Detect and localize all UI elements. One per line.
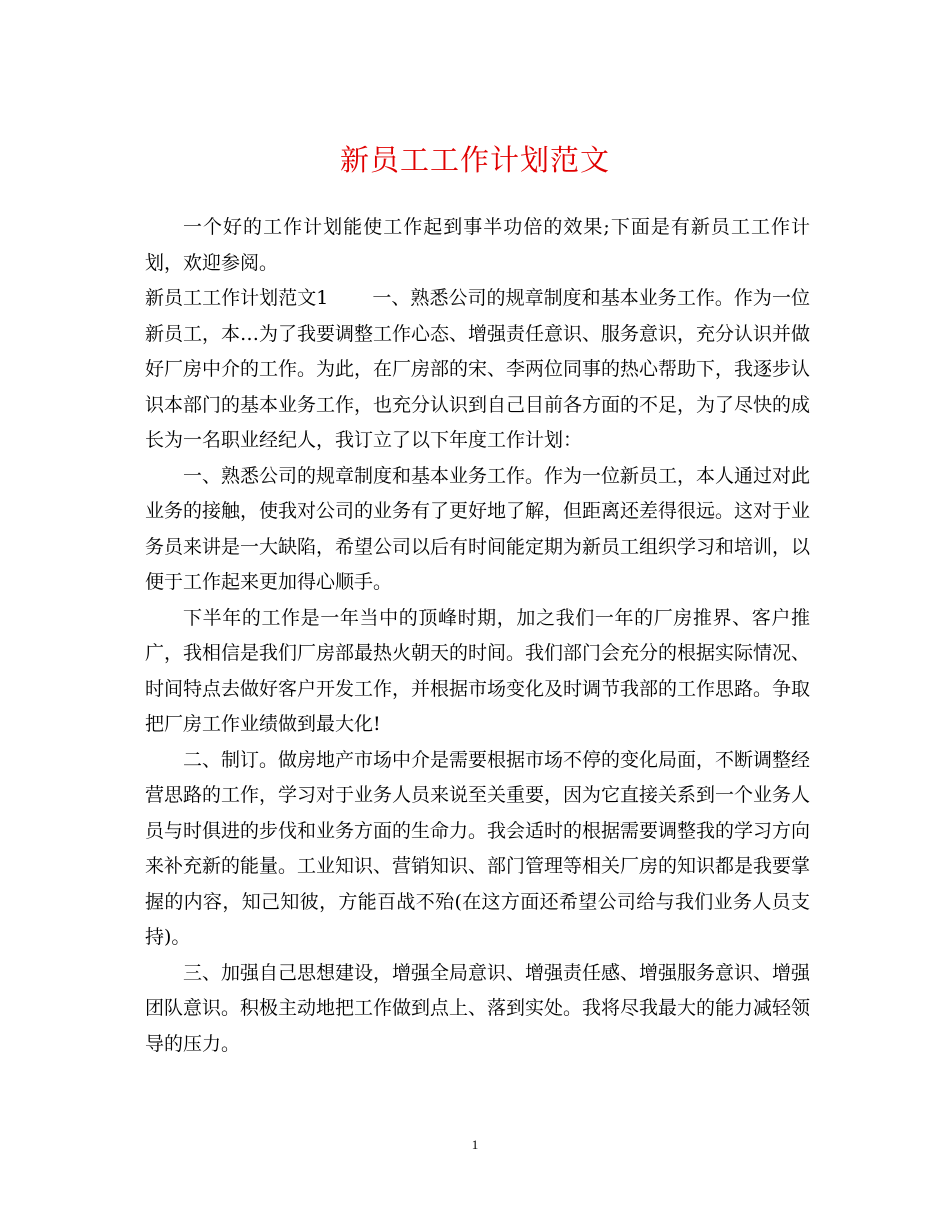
body-paragraph: 下半年的工作是一年当中的顶峰时期，加之我们一年的厂房推界、客户推广，我相信是我们厂房部最热火朝天的时间。我们部门会充分的根据实际情况、时间特点去做好客户开发工作，并根据市场变化及时调节我部的工作思路。争取把厂房工作业绩做到最大化! [145, 606, 811, 735]
body-paragraph: 二、制订。做房地产市场中介是需要根据市场不停的变化局面，不断调整经营思路的工作，学习对于业务人员来说至关重要，因为它直接关系到一个业务人员与时俱进的步伐和业务方面的生命力。我会适时的根据需要调整我的学习方向来补充新的能量。工业知识、营销知识、部门管理等相关厂房的知识都是我要掌握的内容，知己知彼，方能百战不殆(在这方面还希望公司给与我们业务人员支持)。 [145, 748, 811, 948]
body-paragraph: 三、加强自己思想建设，增强全局意识、增强责任感、增强服务意识、增强团队意识。积极主动地把工作做到点上、落到实处。我将尽我最大的能力减轻领导的压力。 [145, 961, 811, 1055]
section-intro: 一、熟悉公司的规章制度和基本业务工作。作为一位新员工，本…为了我要调整工作心态、增强责任意识、服务意识，充分认识并做好厂房中介的工作。为此，在厂房部的宋、李两位同事的热心帮助下，我逐步认识本部门的基本业务工作，也充分认识到自己目前各方面的不足，为了尽快的成长为一名职业经纪人，我订立了以下年度工作计划： [145, 287, 811, 451]
page-number: 1 [471, 1137, 479, 1152]
section-heading: 新员工工作计划范文1 [145, 287, 329, 309]
document-body [145, 210, 810, 1062]
intro-paragraph: 一个好的工作计划能使工作起到事半功倍的效果;下面是有新员工工作计划，欢迎参阅。 [145, 216, 810, 274]
document-title: 新员工工作计划范文 [339, 143, 610, 177]
body-paragraph: 一、熟悉公司的规章制度和基本业务工作。作为一位新员工，本人通过对此业务的接触，使我对公司的业务有了更好地了解，但距离还差得很远。这对于业务员来讲是一大缺陷，希望公司以后有时间能定期为新员工组织学习和培训，以便于工作起来更加得心顺手。 [145, 464, 811, 593]
section-paragraph [145, 281, 810, 459]
